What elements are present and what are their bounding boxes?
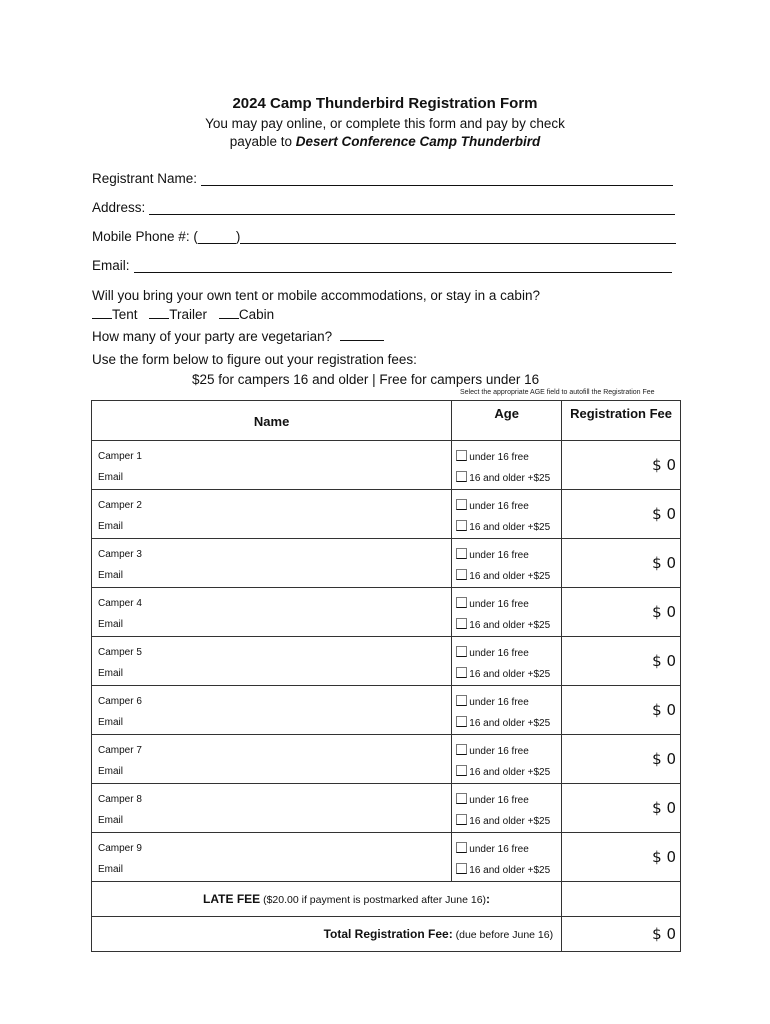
camper-age-cell <box>452 637 562 686</box>
checkbox-icon[interactable] <box>456 793 467 804</box>
autofill-note: Select the appropriate AGE field to autofill the Registration Fee <box>460 389 655 396</box>
mobile-phone-field[interactable] <box>240 229 676 244</box>
camper-email-label: Email <box>98 521 124 532</box>
age-16-older-option[interactable]: 16 and older +$25 <box>456 863 550 876</box>
camper-label: Camper 3 <box>98 549 142 560</box>
camper-age-cell <box>452 490 562 539</box>
fee-instructions: Use the form below to figure out your registration fees: <box>92 352 417 367</box>
camper-age-cell <box>452 588 562 637</box>
late-fee-label: LATE FEE ($20.00 if payment is postmarked after June 16): <box>92 882 562 917</box>
camper-fee-value: $ 0 <box>562 539 681 588</box>
address-label: Address: <box>92 200 146 215</box>
checkbox-icon[interactable] <box>456 597 467 608</box>
camper-label: Camper 9 <box>98 843 142 854</box>
camper-name-cell[interactable] <box>92 490 452 539</box>
camper-email-label: Email <box>98 864 124 875</box>
camper-age-cell <box>452 539 562 588</box>
checkbox-icon[interactable] <box>456 569 467 580</box>
mobile-phone-label: Mobile Phone #: ( <box>92 229 198 244</box>
age-under-16-option[interactable]: under 16 free <box>456 646 529 659</box>
total-label: Total Registration Fee: (due before June 16) <box>92 917 562 952</box>
camper-age-cell <box>452 784 562 833</box>
total-row <box>92 917 681 952</box>
camper-label: Camper 7 <box>98 745 142 756</box>
age-16-older-option[interactable]: 16 and older +$25 <box>456 569 550 582</box>
area-code-field[interactable] <box>198 229 236 244</box>
payee-name: Desert Conference Camp Thunderbird <box>295 134 541 149</box>
camper-row <box>92 735 681 784</box>
camper-label: Camper 6 <box>98 696 142 707</box>
age-under-16-option[interactable]: under 16 free <box>456 450 529 463</box>
cabin-blank[interactable] <box>219 306 239 319</box>
camper-age-cell <box>452 686 562 735</box>
checkbox-icon[interactable] <box>456 520 467 531</box>
camper-name-cell[interactable] <box>92 833 452 882</box>
camper-age-cell <box>452 833 562 882</box>
trailer-label: Trailer <box>169 307 208 322</box>
camper-name-cell[interactable] <box>92 735 452 784</box>
camper-fee-value: $ 0 <box>562 735 681 784</box>
age-under-16-option[interactable]: under 16 free <box>456 842 529 855</box>
checkbox-icon[interactable] <box>456 450 467 461</box>
age-under-16-option[interactable]: under 16 free <box>456 548 529 561</box>
registrant-name-label: Registrant Name: <box>92 171 198 186</box>
camper-fee-value: $ 0 <box>562 833 681 882</box>
camper-label: Camper 1 <box>98 451 142 462</box>
address-field[interactable] <box>149 200 675 215</box>
pricing-line: $25 for campers 16 and older | Free for campers under 16 <box>192 372 540 387</box>
camper-name-cell[interactable] <box>92 637 452 686</box>
age-under-16-option[interactable]: under 16 free <box>456 499 529 512</box>
age-under-16-option[interactable]: under 16 free <box>456 597 529 610</box>
age-16-older-option[interactable]: 16 and older +$25 <box>456 520 550 533</box>
checkbox-icon[interactable] <box>456 744 467 755</box>
registrant-name-field[interactable] <box>201 171 673 186</box>
camper-row <box>92 637 681 686</box>
camper-email-label: Email <box>98 815 124 826</box>
checkbox-icon[interactable] <box>456 765 467 776</box>
camper-label: Camper 4 <box>98 598 142 609</box>
camper-email-label: Email <box>98 668 124 679</box>
camper-name-cell[interactable] <box>92 784 452 833</box>
age-column-header: Age <box>452 401 562 441</box>
payment-instructions: You may pay online, or complete this form and pay by check <box>205 116 565 131</box>
fee-column-header: Registration Fee <box>562 401 681 441</box>
camper-email-label: Email <box>98 472 124 483</box>
age-under-16-option[interactable]: under 16 free <box>456 744 529 757</box>
age-under-16-option[interactable]: under 16 free <box>456 695 529 708</box>
name-column-header: Name <box>92 401 452 441</box>
camper-age-cell <box>452 735 562 784</box>
checkbox-icon[interactable] <box>456 667 467 678</box>
vegetarian-question: How many of your party are vegetarian? <box>92 329 333 344</box>
camper-email-label: Email <box>98 766 124 777</box>
camper-fee-value: $ 0 <box>562 637 681 686</box>
table-header-row <box>92 401 681 441</box>
checkbox-icon[interactable] <box>456 695 467 706</box>
tent-label: Tent <box>112 307 138 322</box>
registration-fee-table <box>91 400 681 952</box>
age-16-older-option[interactable]: 16 and older +$25 <box>456 765 550 778</box>
payable-to-line: payable to Desert Conference Camp Thunderbird <box>229 134 541 149</box>
camper-name-cell[interactable] <box>92 539 452 588</box>
camper-label: Camper 2 <box>98 500 142 511</box>
trailer-blank[interactable] <box>149 306 169 319</box>
camper-fee-value: $ 0 <box>562 490 681 539</box>
total-value: $ 0 <box>562 917 681 952</box>
camper-row <box>92 490 681 539</box>
camper-name-cell[interactable] <box>92 441 452 490</box>
checkbox-icon[interactable] <box>456 814 467 825</box>
age-16-older-option[interactable]: 16 and older +$25 <box>456 716 550 729</box>
checkbox-icon[interactable] <box>456 842 467 853</box>
accommodation-options <box>92 306 274 322</box>
checkbox-icon[interactable] <box>456 863 467 874</box>
checkbox-icon[interactable] <box>456 716 467 727</box>
camper-fee-value: $ 0 <box>562 441 681 490</box>
age-16-older-option[interactable]: 16 and older +$25 <box>456 667 550 680</box>
cabin-label: Cabin <box>238 307 275 322</box>
camper-fee-value: $ 0 <box>562 588 681 637</box>
email-row <box>92 258 672 273</box>
registrant-name-row <box>92 171 673 186</box>
checkbox-icon[interactable] <box>456 499 467 510</box>
accommodation-question: Will you bring your own tent or mobile accommodations, or stay in a cabin? <box>92 288 540 303</box>
mobile-phone-row: Mobile Phone #: ( ) <box>92 229 676 244</box>
vegetarian-count-field[interactable] <box>340 328 384 341</box>
late-fee-row <box>92 882 681 917</box>
camper-email-label: Email <box>98 619 124 630</box>
camper-row <box>92 833 681 882</box>
age-under-16-option[interactable]: under 16 free <box>456 793 529 806</box>
camper-label: Camper 5 <box>98 647 142 658</box>
late-fee-value[interactable] <box>562 882 681 917</box>
camper-row <box>92 539 681 588</box>
checkbox-icon[interactable] <box>456 618 467 629</box>
vegetarian-row <box>92 328 384 344</box>
email-label: Email: <box>92 258 130 273</box>
checkbox-icon[interactable] <box>456 471 467 482</box>
email-field[interactable] <box>134 258 672 273</box>
checkbox-icon[interactable] <box>456 646 467 657</box>
camper-fee-value: $ 0 <box>562 784 681 833</box>
camper-email-label: Email <box>98 570 124 581</box>
camper-label: Camper 8 <box>98 794 142 805</box>
age-16-older-option[interactable]: 16 and older +$25 <box>456 618 550 631</box>
camper-row <box>92 441 681 490</box>
camper-row <box>92 588 681 637</box>
age-16-older-option[interactable]: 16 and older +$25 <box>456 814 550 827</box>
form-title: 2024 Camp Thunderbird Registration Form <box>232 95 538 112</box>
camper-name-cell[interactable] <box>92 686 452 735</box>
camper-email-label: Email <box>98 717 124 728</box>
tent-blank[interactable] <box>92 306 112 319</box>
camper-row <box>92 784 681 833</box>
address-row <box>92 200 675 215</box>
age-16-older-option[interactable]: 16 and older +$25 <box>456 471 550 484</box>
camper-name-cell[interactable] <box>92 588 452 637</box>
camper-age-cell <box>452 441 562 490</box>
camper-fee-value: $ 0 <box>562 686 681 735</box>
camper-row <box>92 686 681 735</box>
checkbox-icon[interactable] <box>456 548 467 559</box>
